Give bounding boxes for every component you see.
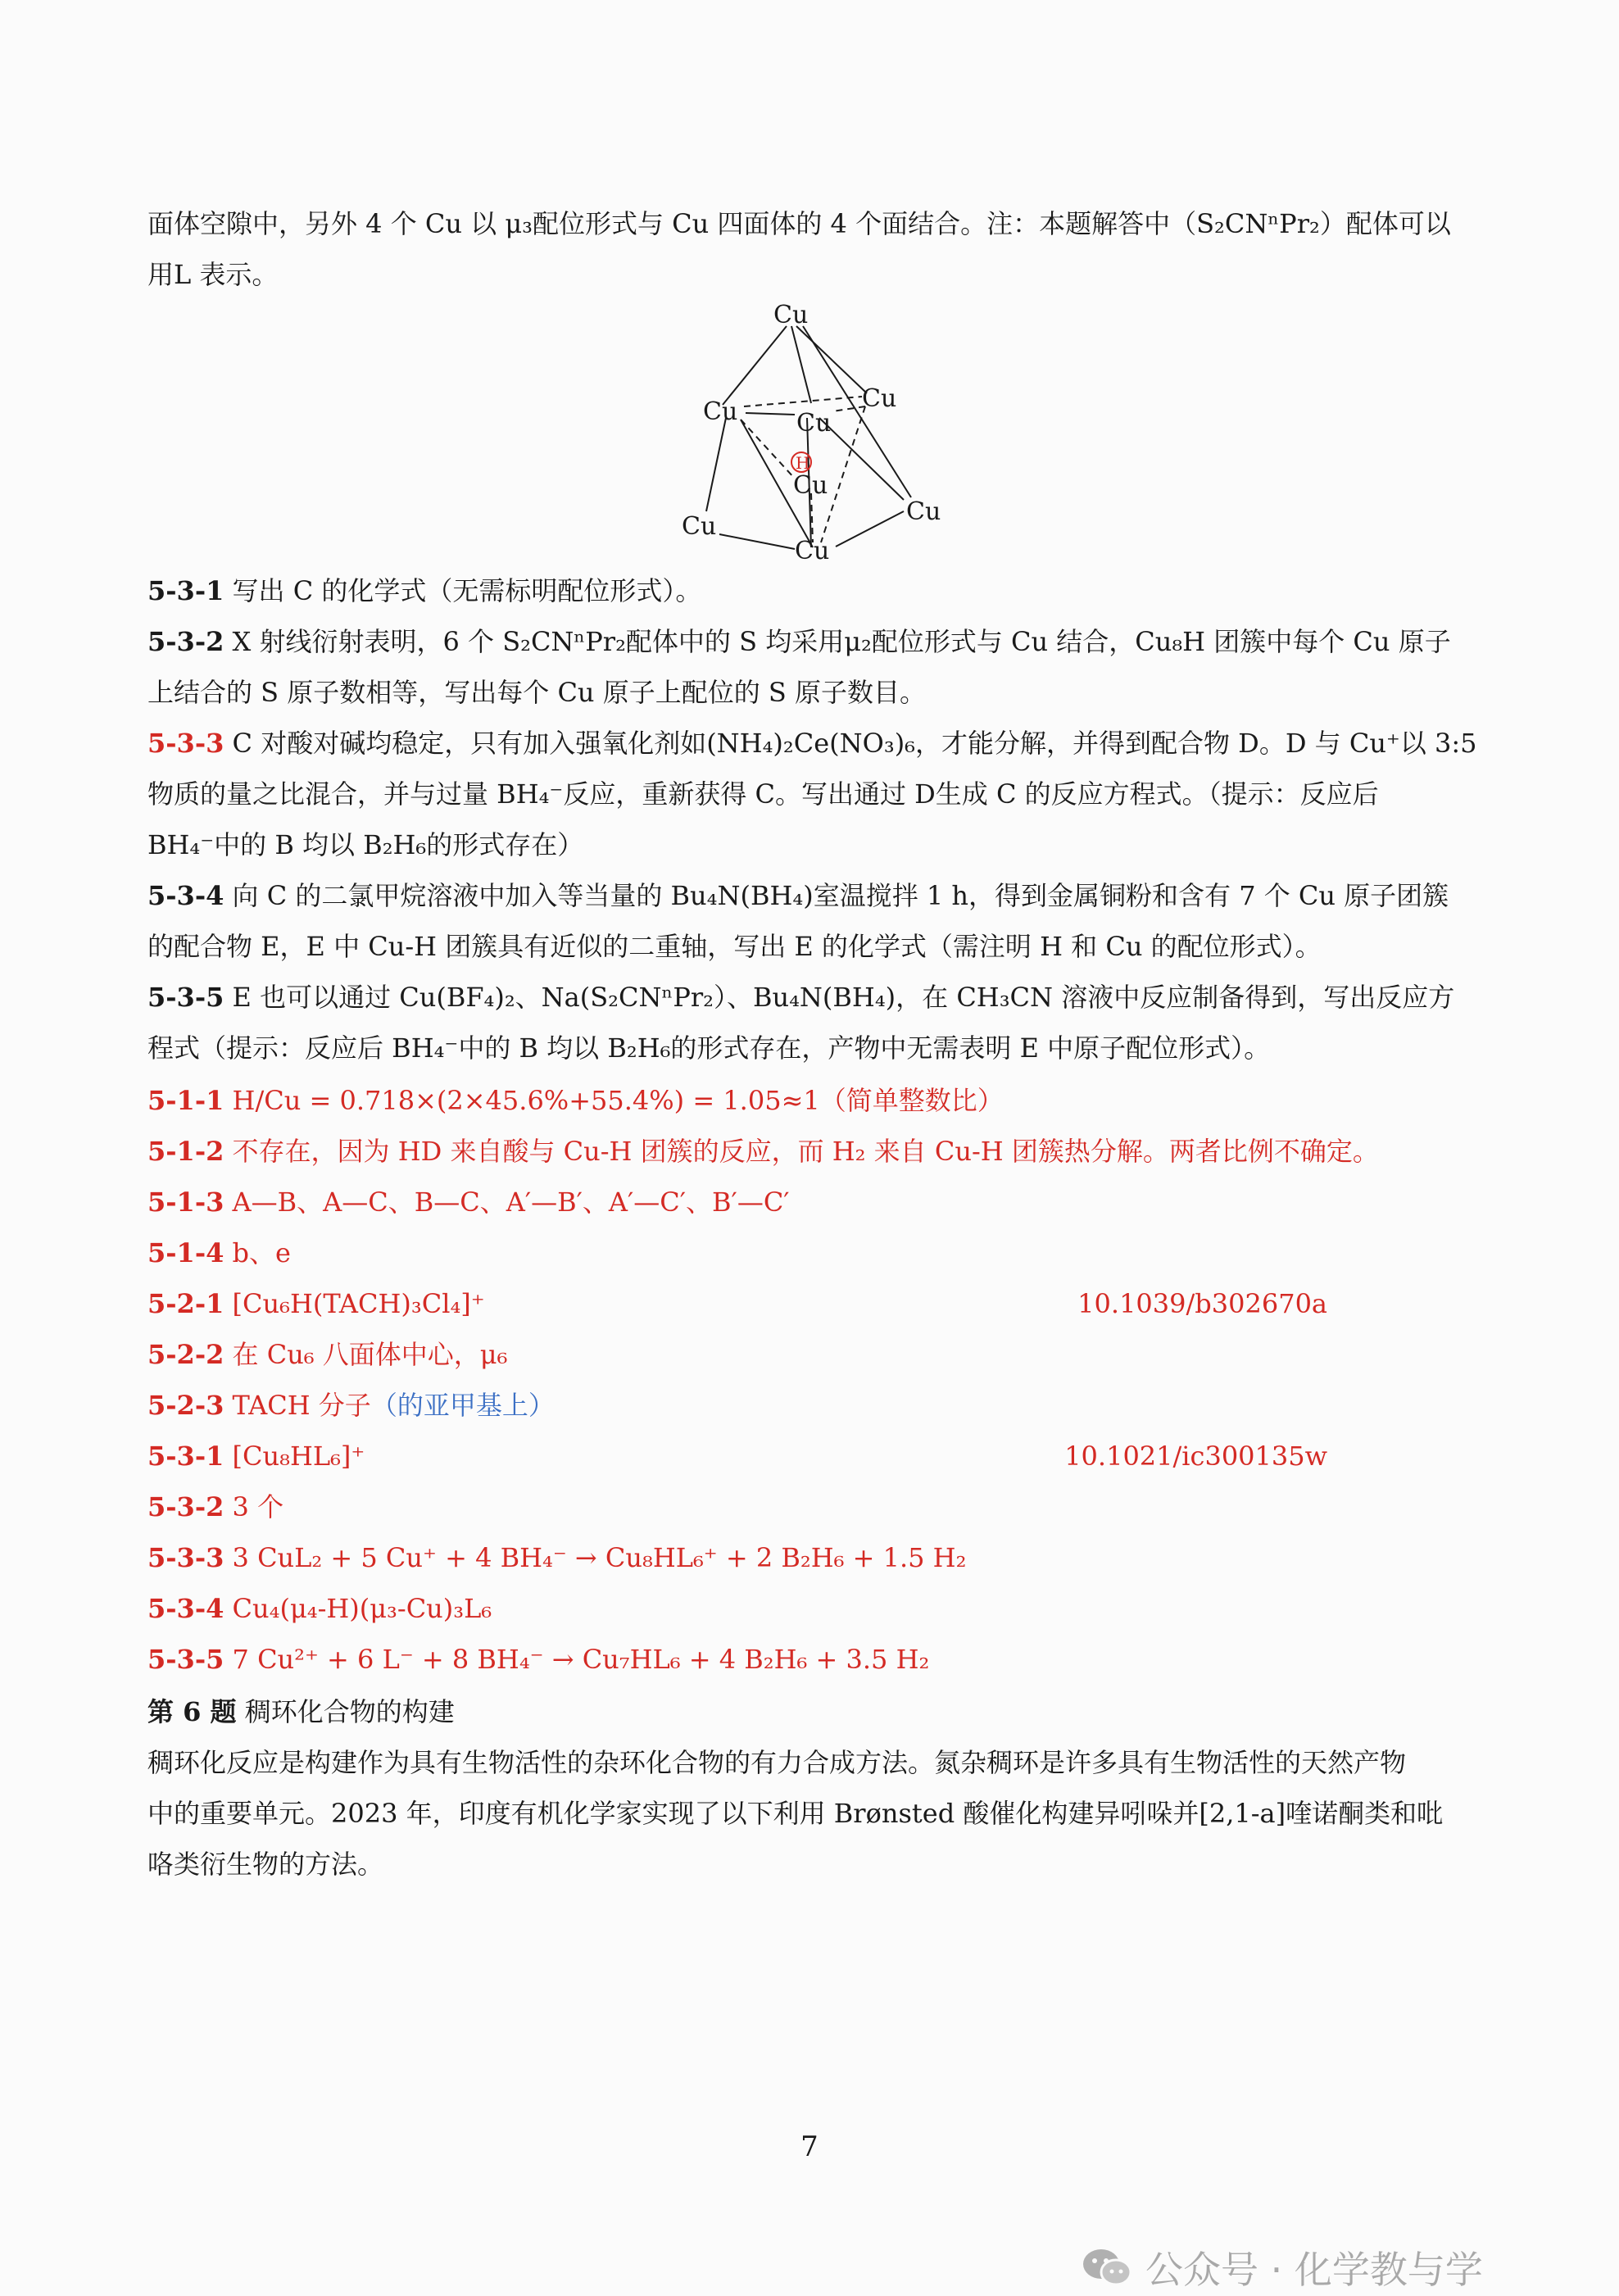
answer-5-3-3: 5-3-3 3 CuL₂ + 5 Cu⁺ + 4 BH₄⁻ → Cu₈HL₆⁺ + 2 B₂H₆ + 1.5 H₂ [147, 1542, 967, 1573]
question-5-3-2-cont: 上结合的 S 原子数相等，写出每个 Cu 原子上配位的 S 原子数目。 [147, 677, 926, 708]
watermark [1082, 2239, 1483, 2296]
cu-atom-bottom-right: Cu [906, 497, 941, 526]
question-6-line-2: 中的重要单元。2023 年，印度有机化学家实现了以下利用 Brønsted 酸催化构建异吲哚并[2,1-a]喹诺酮类和吡 [147, 1798, 1444, 1829]
answer-5-3-5: 5-3-5 7 Cu²⁺ + 6 L⁻ + 8 BH₄⁻ → Cu₇HL₆ + 4 B₂H₆ + 3.5 H₂ [147, 1644, 930, 1675]
intro-line-2: 用L 表示。 [147, 259, 279, 290]
answer-5-3-4: 5-3-4 Cu₄(μ₄-H)(μ₃-Cu)₃L₆ [147, 1593, 492, 1624]
doi-5-3: 10.1021/ic300135w [1064, 1441, 1327, 1472]
question-5-3-3: 5-3-3 C 对酸对碱均稳定，只有加入强氧化剂如(NH₄)₂Ce(NO₃)₆，才能分解，并得到配合物 D。D 与 Cu⁺以 3:5 [147, 728, 1477, 759]
question-6-line-1: 稠环化反应是构建作为具有生物活性的杂环化合物的有力合成方法。氮杂稠环是许多具有生物活性的天然产物 [147, 1747, 1407, 1778]
answer-5-2-3: 5-2-3 TACH 分子（的亚甲基上） [147, 1390, 555, 1421]
question-5-3-3-cont-2: BH₄⁻中的 B 均以 B₂H₆的形式存在） [147, 829, 584, 860]
answer-5-2-2: 5-2-2 在 Cu₆ 八面体中心，μ₆ [147, 1339, 508, 1370]
cu-atom-bottom: Cu [795, 537, 830, 565]
question-5-3-5-cont: 程式（提示：反应后 BH₄⁻中的 B 均以 B₂H₆的形式存在，产物中无需表明 E 中原子配位形式）。 [147, 1032, 1271, 1064]
question-6-heading: 第 6 题 稠环化合物的构建 [147, 1696, 455, 1727]
question-6-line-3: 咯类衍生物的方法。 [147, 1849, 384, 1880]
cu-atom-right: Cu [862, 384, 897, 413]
doi-5-2: 10.1039/b302670a [1077, 1288, 1327, 1319]
cu-atom-inner: Cu [793, 471, 828, 500]
answer-5-1-2: 5-1-2 不存在，因为 HD 来自酸与 Cu-H 团簇的反应，而 H₂ 来自 Cu-H 团簇热分解。两者比例不确定。 [147, 1136, 1379, 1167]
watermark-text: 公众号 · 化学教与学 [1145, 2248, 1483, 2292]
question-5-3-5: 5-3-5 E 也可以通过 Cu(BF₄)₂、Na(S₂CNⁿPr₂）、Bu₄N(BH₄)，在 CH₃CN 溶液中反应制备得到，写出反应方 [147, 982, 1455, 1013]
cu-atom-center: Cu [796, 409, 832, 438]
answer-5-1-3: 5-1-3 A—B、A—C、B—C、A′—B′、A′—C′、B′—C′ [147, 1187, 790, 1218]
answer-5-1-1: 5-1-1 H/Cu = 0.718×(2×45.6%+55.4%) = 1.05≈1（简单整数比） [147, 1085, 1004, 1116]
cu-atom-top: Cu [773, 301, 809, 329]
answer-5-3-1: 5-3-1 [Cu₈HL₆]⁺ 10.1021/ic300135w [147, 1431, 1491, 1482]
question-5-3-2: 5-3-2 X 射线衍射表明，6 个 S₂CNⁿPr₂配体中的 S 均采用μ₂配位形式与 Cu 结合，Cu₈H 团簇中每个 Cu 原子 [147, 626, 1451, 657]
question-5-3-4: 5-3-4 向 C 的二氯甲烷溶液中加入等当量的 Bu₄N(BH₄)室温搅拌 1 h，得到金属铜粉和含有 7 个 Cu 原子团簇 [147, 880, 1449, 911]
answer-5-2-3-note: （的亚甲基上） [370, 1390, 555, 1421]
hydride-marker-label: H [796, 453, 810, 473]
page-number: 7 [800, 2130, 819, 2163]
question-5-3-1: 5-3-1 写出 C 的化学式（无需标明配位形式）。 [147, 575, 702, 606]
question-5-3-4-cont: 的配合物 E，E 中 Cu-H 团簇具有近似的二重轴，写出 E 的化学式（需注明 H 和 Cu 的配位形式）。 [147, 931, 1322, 962]
answer-5-3-2: 5-3-2 3 个 [147, 1491, 284, 1522]
intro-line-1: 面体空隙中，另外 4 个 Cu 以 μ₃配位形式与 Cu 四面体的 4 个面结合。注：本题解答中（S₂CNⁿPr₂）配体可以 [147, 208, 1451, 239]
answer-5-1-4: 5-1-4 b、e [147, 1237, 291, 1268]
cu-cluster-figure [672, 297, 967, 567]
answer-5-2-1: 5-2-1 [Cu₆H(TACH)₃Cl₄]⁺ 10.1039/b302670a [147, 1278, 1491, 1329]
wechat-icon [1082, 2246, 1134, 2289]
cu-atom-left: Cu [703, 397, 738, 426]
question-5-3-3-cont-1: 物质的量之比混合，并与过量 BH₄⁻反应，重新获得 C。写出通过 D生成 C 的反应方程式。（提示：反应后 [147, 778, 1379, 810]
cu-atom-bottom-left: Cu [682, 512, 717, 541]
